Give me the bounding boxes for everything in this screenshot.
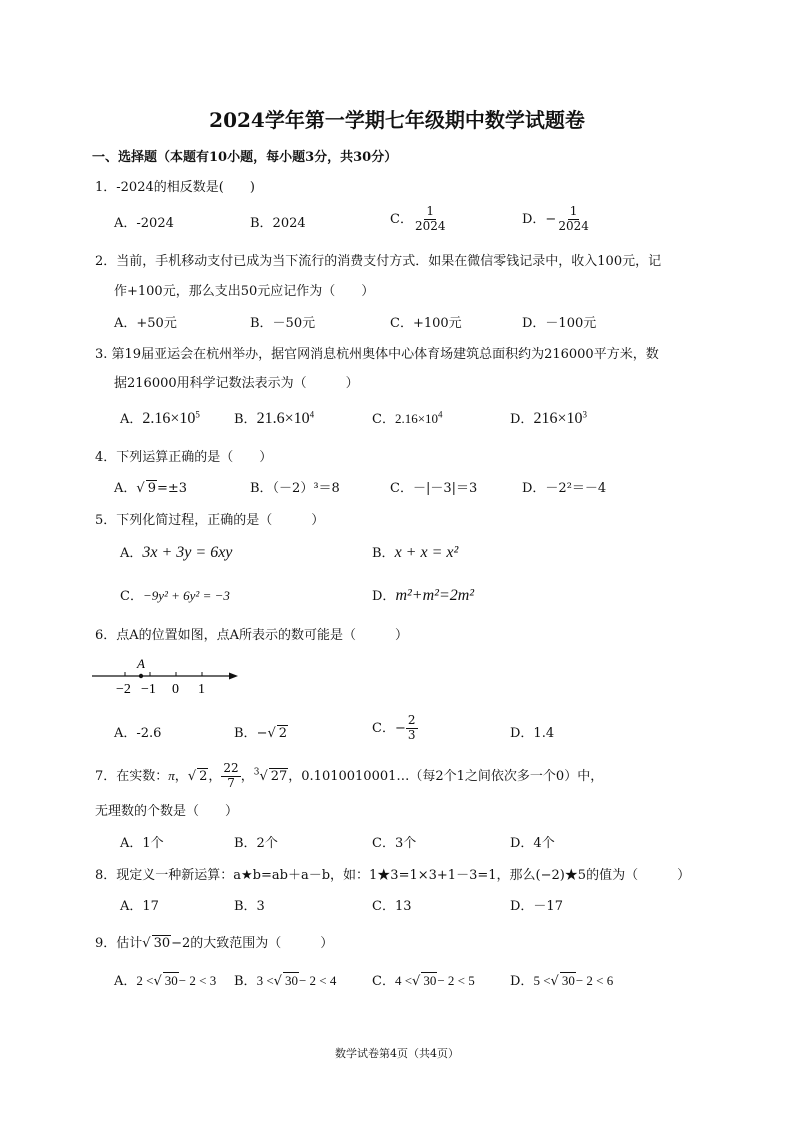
number-line [92, 652, 252, 702]
q5-stem: 5．下列化简过程，正确的是（ ） [95, 513, 325, 528]
q3-option-b: B．$21.6\times 10^4$ [234, 409, 315, 427]
point-a-marker [139, 674, 143, 678]
q5-option-d: D．m²+m²=2m² [372, 587, 475, 604]
tick-label-neg2: −2 [116, 682, 131, 697]
q7-stem-line1: 7．在实数：π，√ 2， $\frac{22}{7}$ ，$^3$√ 27，0.1010010001…（每2个1之间依次多一个0）中， [95, 761, 604, 790]
q8-option-c: C．13 [372, 899, 412, 914]
q6-option-a: A．-2.6 [114, 726, 162, 741]
page-title: 2024学年第一学期七年级期中数学试题卷 [209, 108, 585, 132]
q9-stem: 9．估计√ 30−2的大致范围为（ ） [95, 936, 334, 951]
q1-stem: 1．-2024的相反数是( ) [95, 180, 255, 195]
q1-option-c: C． $\frac{1}{2024}$ [390, 204, 446, 233]
tick-label-1: 1 [198, 682, 205, 697]
q8-option-a: A．17 [120, 899, 159, 914]
page-footer: 数学试卷第4页（共4页） [335, 1047, 459, 1060]
q3-stem-line1: 3. 第19届亚运会在杭州举办，据官网消息杭州奥体中心体育场建筑总面积约为216000平方米，数 [95, 347, 659, 362]
q4-option-d: D．－2²＝－4 [522, 481, 607, 496]
q1-option-b: B．2024 [250, 216, 306, 231]
q7-stem-line2: 无理数的个数是（ ） [95, 804, 239, 819]
tick-label-0: 0 [172, 682, 179, 697]
q4-stem: 4．下列运算正确的是（ ） [95, 450, 273, 465]
q4-option-a: A．√ 9=±3 [114, 481, 188, 496]
q6-option-b: B．−√ 2 [234, 726, 288, 741]
q2-option-b: B．－50元 [250, 316, 316, 331]
q8-stem: 8．现定义一种新运算：a★b=ab＋a－b，如：1★3=1×3+1－3=1，那么(−2)★5的值为（ ） [95, 868, 691, 883]
q1-option-d: D．− $\frac{1}{2024}$ [522, 204, 589, 233]
q2-option-c: C．+100元 [390, 316, 462, 331]
q9-option-b: B．3 <√ 30− 2 < 4 [234, 973, 337, 989]
q5-option-b: B．x + x = x² [372, 544, 459, 561]
q1-option-a: A．-2024 [114, 216, 174, 231]
q6-option-d: D．1.4 [510, 726, 555, 741]
q5-option-c: C．−9y² + 6y² = −3 [120, 588, 230, 604]
q4-option-c: C．－|－3|＝3 [390, 481, 478, 496]
q2-stem-line1: 2．当前，手机移动支付已成为当下流行的消费支付方式．如果在微信零钱记录中，收入100元，记 [95, 254, 662, 269]
q3-stem-line2: 据216000用科学记数法表示为（ ） [114, 376, 359, 391]
section-heading: 一、选择题（本题有10小题，每小题3分，共30分） [92, 150, 398, 165]
q8-option-d: D．－17 [510, 899, 563, 914]
q2-option-d: D．－100元 [522, 316, 597, 331]
q6-option-c: C．− $\frac{2}{3}$ [372, 713, 416, 742]
q9-option-c: C．4 <√ 30− 2 < 5 [372, 973, 475, 989]
q9-option-a: A．2 <√ 30− 2 < 3 [114, 973, 217, 989]
q3-option-c: C．$2.16\times 10^4$ [372, 409, 443, 427]
q7-option-a: A．1个 [120, 836, 164, 851]
q5-option-a: A．3x + 3y = 6xy [120, 544, 233, 561]
q7-option-b: B．2个 [234, 836, 278, 851]
q9-option-d: D．5 <√ 30− 2 < 6 [510, 973, 614, 989]
q7-option-c: C．3个 [372, 836, 417, 851]
q3-option-a: A．$2.16\times 10^5$ [120, 409, 200, 427]
point-a-label: A [137, 656, 145, 671]
q3-option-d: D．$216\times 10^3$ [510, 409, 587, 427]
q2-stem-line2: 作+100元，那么支出50元应记作为（ ） [114, 284, 375, 299]
q4-option-b: B．（－2）³＝8 [250, 481, 340, 496]
q7-option-d: D．4个 [510, 836, 555, 851]
q8-option-b: B．3 [234, 899, 265, 914]
tick-label-neg1: −1 [141, 682, 156, 697]
q6-stem: 6．点A的位置如图，点A所表示的数可能是（ ） [95, 628, 409, 643]
q2-option-a: A．+50元 [114, 316, 177, 331]
